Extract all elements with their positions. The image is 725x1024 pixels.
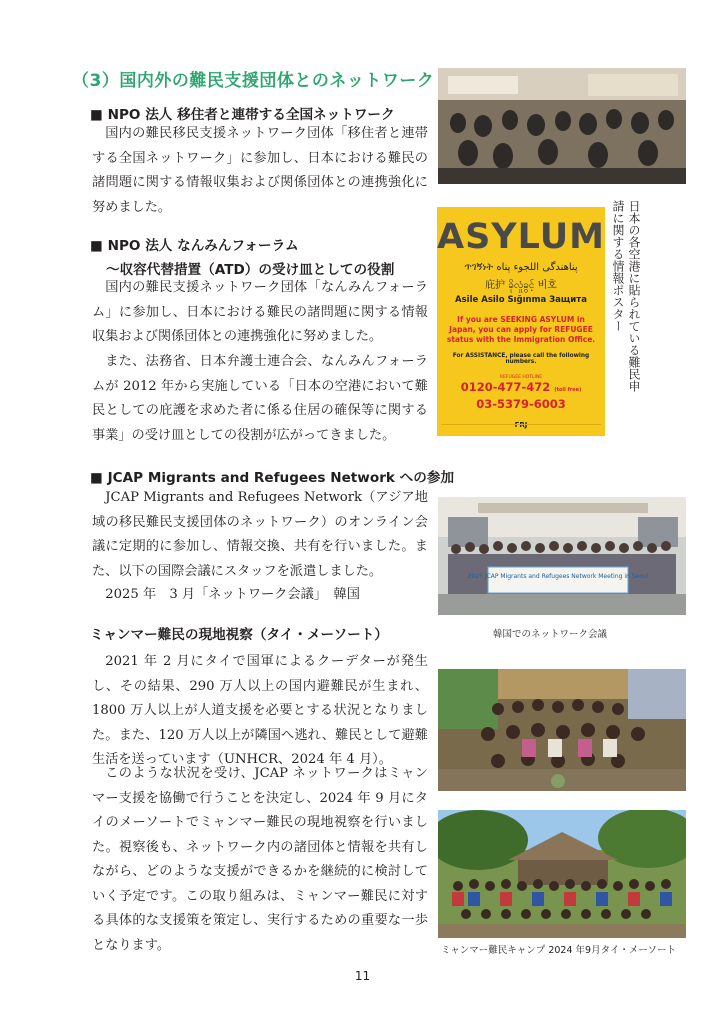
poster-assistance: For ASSISTANCE, please call the following numbers. [452,353,590,365]
poster-languages: Asile Asilo Sığınma Защита [455,295,587,305]
frj-logo: FRJ [514,421,528,429]
paragraph-nanmin-forum-2: また、法務省、日本弁護士連合会、なんみんフォーラムが 2012 年から実施している「日本の空港において難民としての庇護を求めた者に係る住居の確保等に関する事業」の受け皿としての役割が広がってきました。 [92,354,428,443]
page-number: 11 [354,969,371,983]
paragraph-jcap: JCAP Migrants and Refugees Network（アジア地域の移民難民支援団体のネットワーク）のオンライン会議に定期的に参加し、情報交換、共有を行いました。また、以下の国際会議にスタッフを派遣しました。 [92,490,428,579]
mae-sot-group-photo [438,669,686,791]
section-title: （3）国内外の難民支援団体とのネットワーク [72,71,435,91]
poster-phone-1: 0120-477-472 (toll free) [460,380,582,394]
poster-caption: 日本の各空港に貼られている難民申請に関する情報ポスター [611,200,641,392]
poster-title: ASYLUM [437,217,605,257]
poster-fine-print [441,424,601,431]
heading-npo-migrants: ■ NPO 法人 移住者と連帯する全国ネットワーク [90,107,395,123]
poster-phone-2: 03-5379-6003 [476,397,566,411]
poster-scripts-1: ጥገኝነት پناهندگی اللجوء پناه [464,262,578,273]
poster-hotline-label: REFUGEE HOTLINE [499,375,543,380]
heading-jcap: ■ JCAP Migrants and Refugees Network への参加 [90,470,455,486]
paragraph-nanmin-forum-1: 国内の難民支援ネットワーク団体「なんみんフォーラム」に参加し、日本における難民の諸問題に関する情報収集および関係団体との連携強化に努めました。 [92,280,428,344]
conference-photo [438,68,686,184]
paragraph-myanmar-1: 2021 年 2 月にタイで国軍によるクーデターが発生し、その結果、290 万人以上の国内避難民が生まれ、1800 万人以上が人道支援を必要とする状況となりました。また、120 万人以上が隣国へ逃れ、難民として避難生活を送っています（UNHCR、2024 年 4 月）。 [92,654,428,767]
asylum-poster [437,207,605,436]
heading-myanmar: ミャンマー難民の現地視察（タイ・メーソート） [90,627,388,643]
korea-caption: 韓国でのネットワーク会議 [493,629,608,640]
poster-scripts-2: 庇护 ခိုလှုံခွင့် 비호 [485,280,557,291]
korea-banner-text: 2025 JCAP Migrants and Refugees Network Meeting in Seoul [467,573,649,580]
heading-nanmin-forum: ■ NPO 法人 なんみんフォーラム [90,238,299,254]
subheading-atd: ～収容代替措置（ATD）の受け皿としての役割 [106,262,395,278]
camp-caption: ミャンマー難民キャンプ 2024 年9月タイ・メーソート [441,945,677,956]
poster-message: If you are SEEKING ASYLUM in Japan, you can apply for REFUGEE status with the Immigration Office. [446,315,596,344]
paragraph-myanmar-2: このような状況を受け、JCAP ネットワークはミャンマー支援を協働で行うことを決定し、2024 年 9 月にタイのメーソートでミャンマー難民の現地視察を行いました。視察後も、ネットワーク内の諸団体と情報を共有しながら、どのような支援ができるかを継続的に検討していく予定です。この取り組みは、ミャンマー難民に対する具体的な支援策を策定し、実行するための重要な一歩となります。 [92,766,428,953]
jcap-event-line: 2025 年 3 月「ネットワーク会議」 韓国 [105,587,360,602]
refugee-camp-photo [438,810,686,938]
korea-meeting-photo [438,497,686,615]
paragraph-npo-migrants: 国内の難民移民支援ネットワーク団体「移住者と連帯する全国ネットワーク」に参加し、日本における難民の諸問題に関する情報収集および関係団体との連携強化に努めました。 [92,126,428,215]
